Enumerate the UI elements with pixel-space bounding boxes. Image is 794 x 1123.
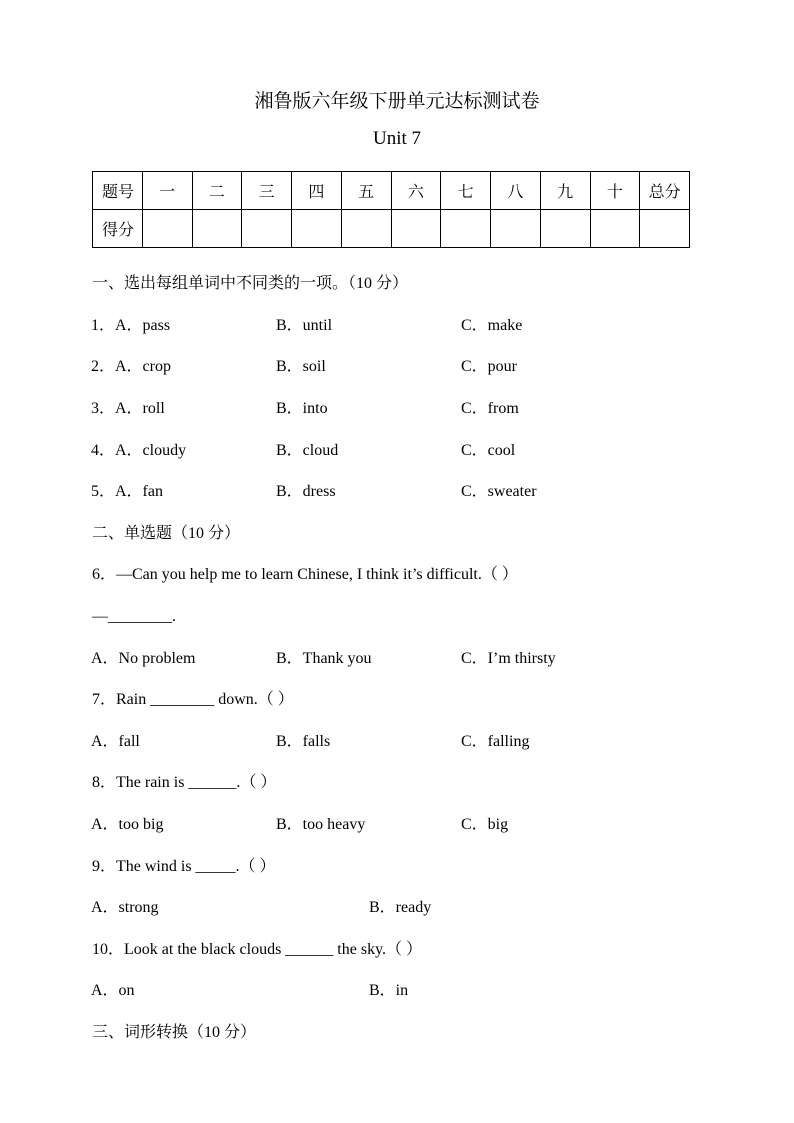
option-a: A．on [91, 982, 135, 999]
score-blank-cell[interactable] [590, 210, 640, 248]
score-cell: 二 [192, 172, 242, 210]
score-blank-cell[interactable] [292, 210, 342, 248]
option-b: B．until [276, 317, 333, 334]
score-cell: 九 [540, 172, 590, 210]
score-blank-cell[interactable] [341, 210, 391, 248]
score-cell: 题号 [93, 172, 143, 210]
option-c: C．pour [461, 358, 518, 375]
option-a: 5．A．fan [91, 483, 163, 500]
score-table-score-row [93, 210, 690, 248]
score-blank-cell[interactable] [640, 210, 690, 248]
score-cell: 十 [590, 172, 640, 210]
option-a: A．No problem [91, 650, 196, 667]
option-c: C．I’m thirsty [461, 650, 556, 667]
option-a: 4．A．cloudy [91, 442, 187, 459]
option-b: B．dress [276, 483, 336, 500]
score-blank-cell[interactable] [242, 210, 292, 248]
score-cell: 七 [441, 172, 491, 210]
option-b: B．falls [276, 733, 331, 750]
section-heading: 一、选出每组单词中不同类的一项。（10 分） [92, 275, 409, 292]
option-c: C．big [461, 816, 509, 833]
score-table-header-row [93, 172, 690, 210]
option-a: A．fall [91, 733, 140, 750]
option-b: B．cloud [276, 442, 339, 459]
option-b: B．too heavy [276, 816, 366, 833]
question-6: 6．—Can you help me to learn Chinese, I think it’s difficult.（ ） [92, 566, 518, 583]
question-8: 8．The rain is ______.（ ） [92, 774, 277, 791]
score-blank-cell[interactable] [192, 210, 242, 248]
score-cell: 四 [292, 172, 342, 210]
score-cell: 总分 [640, 172, 690, 210]
option-c: C．cool [461, 442, 516, 459]
score-blank-cell[interactable] [142, 210, 192, 248]
question-9: 9．The wind is _____.（ ） [92, 858, 276, 875]
score-table [92, 171, 690, 248]
question-7: 7．Rain ________ down.（ ） [92, 691, 294, 708]
score-blank-cell[interactable] [491, 210, 541, 248]
section-heading: 三、词形转换（10 分） [92, 1024, 257, 1041]
option-a: A．too big [91, 816, 164, 833]
option-c: C．falling [461, 733, 530, 750]
option-b: B．ready [369, 899, 432, 916]
question-10: 10．Look at the black clouds ______ the sky.（ ） [92, 941, 423, 958]
answer-line: —________. [92, 608, 176, 625]
score-cell: 三 [242, 172, 292, 210]
score-cell: 一 [142, 172, 192, 210]
option-a: 2．A．crop [91, 358, 171, 375]
option-c: C．sweater [461, 483, 537, 500]
option-b: B．in [369, 982, 409, 999]
score-blank-cell[interactable] [441, 210, 491, 248]
score-cell: 八 [491, 172, 541, 210]
unit-title: Unit 7 [372, 128, 422, 149]
score-blank-cell[interactable] [391, 210, 441, 248]
option-a: 3．A．roll [91, 400, 165, 417]
option-b: B．into [276, 400, 328, 417]
option-a: 1．A．pass [91, 317, 171, 334]
option-c: C．from [461, 400, 519, 417]
score-cell: 六 [391, 172, 441, 210]
score-cell: 五 [341, 172, 391, 210]
option-a: A．strong [91, 899, 159, 916]
score-blank-cell[interactable] [540, 210, 590, 248]
score-label-cell: 得分 [93, 210, 143, 248]
option-c: C．make [461, 317, 523, 334]
section-heading: 二、单选题（10 分） [92, 525, 241, 542]
option-b: B．soil [276, 358, 326, 375]
exam-title: 湘鲁版六年级下册单元达标测试卷 [254, 91, 540, 112]
option-b: B．Thank you [276, 650, 372, 667]
